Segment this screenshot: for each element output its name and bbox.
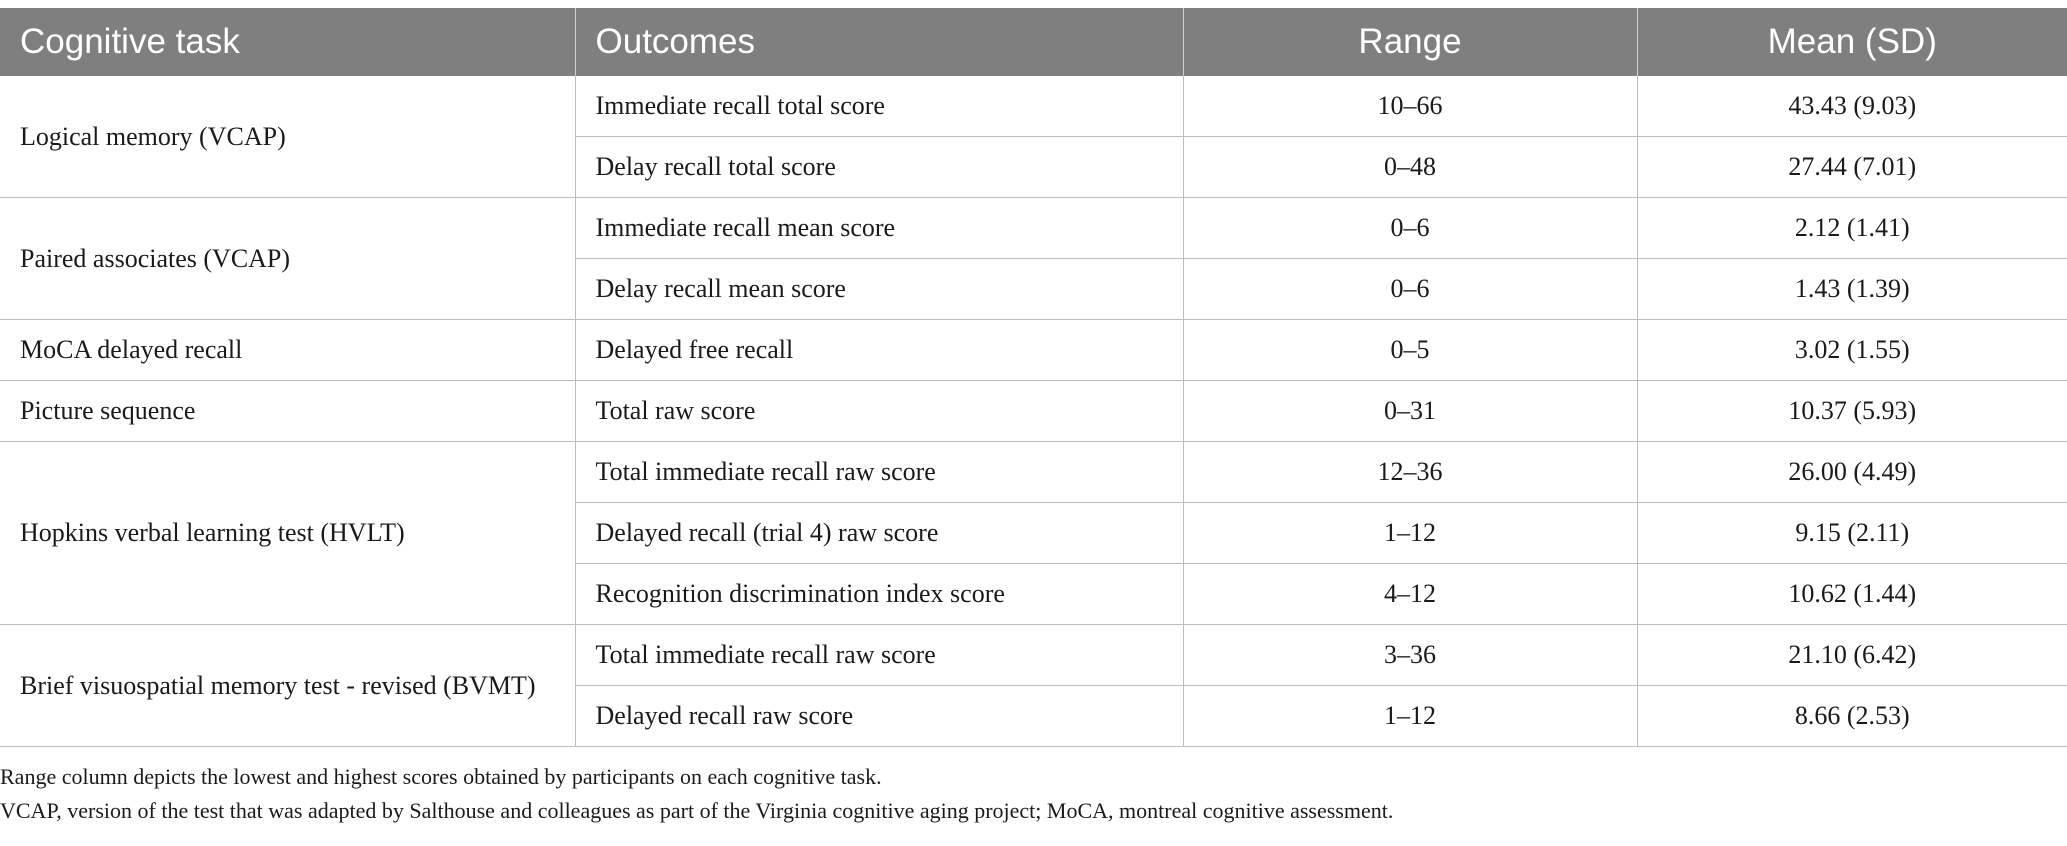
cell-range: 1–12 bbox=[1183, 503, 1637, 564]
header-row bbox=[0, 8, 2067, 76]
cell-range: 0–6 bbox=[1183, 259, 1637, 320]
cell-outcome: Recognition discrimination index score bbox=[575, 564, 1183, 625]
cell-cognitive-task: Paired associates (VCAP) bbox=[0, 198, 575, 320]
header-mean-sd: Mean (SD) bbox=[1637, 8, 2067, 76]
cell-range: 0–48 bbox=[1183, 137, 1637, 198]
table-row bbox=[0, 625, 2067, 686]
cell-mean-sd: 43.43 (9.03) bbox=[1637, 76, 2067, 137]
cell-outcome: Immediate recall total score bbox=[575, 76, 1183, 137]
cell-range: 12–36 bbox=[1183, 442, 1637, 503]
cell-mean-sd: 2.12 (1.41) bbox=[1637, 198, 2067, 259]
cell-outcome: Delayed recall raw score bbox=[575, 686, 1183, 747]
cell-mean-sd: 1.43 (1.39) bbox=[1637, 259, 2067, 320]
cell-outcome: Delayed free recall bbox=[575, 320, 1183, 381]
table-header bbox=[0, 8, 2067, 76]
cell-range: 1–12 bbox=[1183, 686, 1637, 747]
cell-outcome: Immediate recall mean score bbox=[575, 198, 1183, 259]
cell-cognitive-task: Brief visuospatial memory test - revised (BVMT) bbox=[0, 625, 575, 747]
footnote-abbreviations: VCAP, version of the test that was adapted by Salthouse and colleagues as part of the Virginia cognitive aging project; MoCA, montreal cognitive assessment. bbox=[0, 798, 1394, 823]
cell-mean-sd: 10.62 (1.44) bbox=[1637, 564, 2067, 625]
table-row bbox=[0, 442, 2067, 503]
cell-range: 4–12 bbox=[1183, 564, 1637, 625]
cell-range: 0–6 bbox=[1183, 198, 1637, 259]
table-row bbox=[0, 76, 2067, 137]
table-footnotes bbox=[0, 760, 2067, 828]
table-row bbox=[0, 320, 2067, 381]
cell-outcome: Total immediate recall raw score bbox=[575, 625, 1183, 686]
cell-outcome: Delay recall total score bbox=[575, 137, 1183, 198]
cell-mean-sd: 3.02 (1.55) bbox=[1637, 320, 2067, 381]
cell-mean-sd: 26.00 (4.49) bbox=[1637, 442, 2067, 503]
cell-range: 3–36 bbox=[1183, 625, 1637, 686]
table-row bbox=[0, 198, 2067, 259]
header-range: Range bbox=[1183, 8, 1637, 76]
cell-mean-sd: 27.44 (7.01) bbox=[1637, 137, 2067, 198]
cell-mean-sd: 9.15 (2.11) bbox=[1637, 503, 2067, 564]
cell-outcome: Delayed recall (trial 4) raw score bbox=[575, 503, 1183, 564]
cell-outcome: Total raw score bbox=[575, 381, 1183, 442]
results-table-container bbox=[0, 8, 2067, 747]
cell-cognitive-task: MoCA delayed recall bbox=[0, 320, 575, 381]
cell-mean-sd: 8.66 (2.53) bbox=[1637, 686, 2067, 747]
cell-range: 10–66 bbox=[1183, 76, 1637, 137]
cell-cognitive-task: Hopkins verbal learning test (HVLT) bbox=[0, 442, 575, 625]
header-outcomes: Outcomes bbox=[575, 8, 1183, 76]
cell-cognitive-task: Logical memory (VCAP) bbox=[0, 76, 575, 198]
header-cognitive-task: Cognitive task bbox=[0, 8, 575, 76]
cell-mean-sd: 10.37 (5.93) bbox=[1637, 381, 2067, 442]
cell-mean-sd: 21.10 (6.42) bbox=[1637, 625, 2067, 686]
cell-outcome: Total immediate recall raw score bbox=[575, 442, 1183, 503]
footnote-range: Range column depicts the lowest and highest scores obtained by participants on each cognitive task. bbox=[0, 764, 882, 789]
cell-range: 0–31 bbox=[1183, 381, 1637, 442]
cell-cognitive-task: Picture sequence bbox=[0, 381, 575, 442]
table-body bbox=[0, 76, 2067, 747]
cognitive-task-table bbox=[0, 8, 2067, 747]
table-row bbox=[0, 381, 2067, 442]
cell-range: 0–5 bbox=[1183, 320, 1637, 381]
cell-outcome: Delay recall mean score bbox=[575, 259, 1183, 320]
